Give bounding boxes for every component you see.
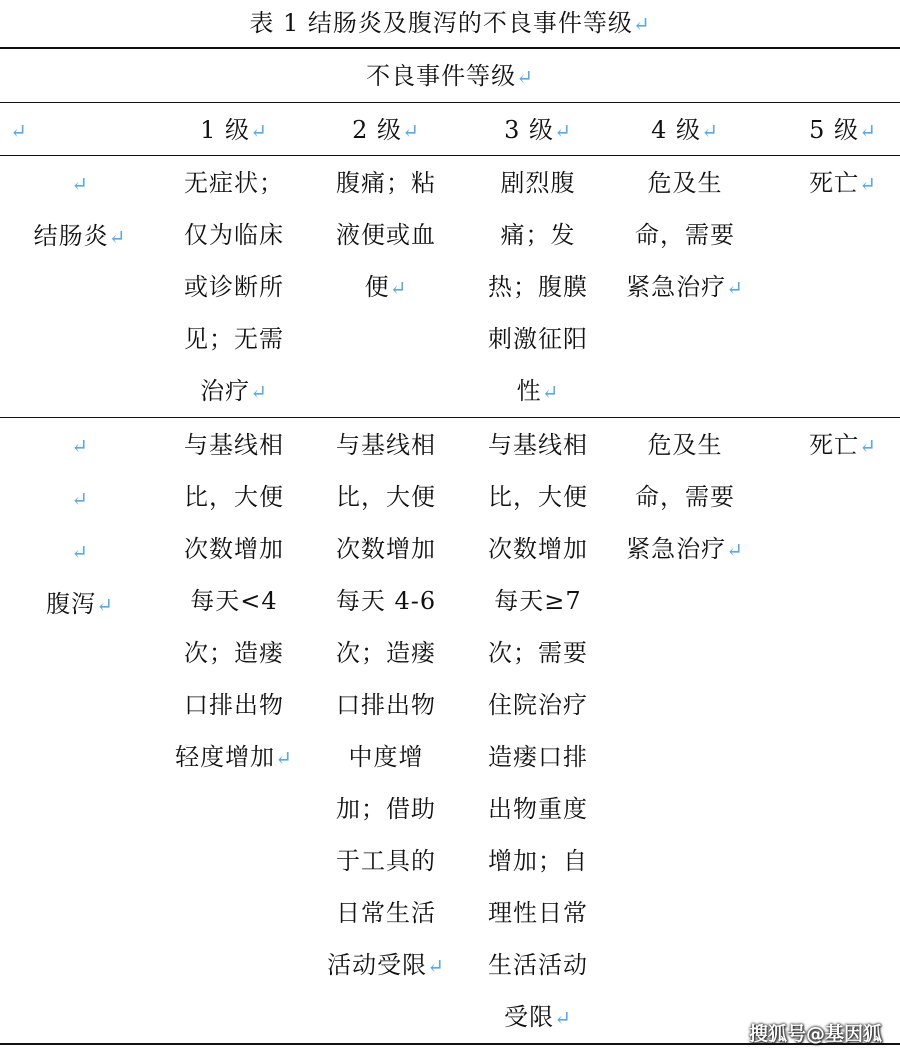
cell-line [0, 157, 160, 210]
cell-line: 与基线相 [184, 431, 284, 459]
paragraph-mark-icon: ↵ [402, 119, 420, 143]
header-rule [0, 155, 900, 156]
top-rule [0, 47, 900, 49]
paragraph-mark-icon: ↵ [726, 276, 744, 300]
cell-line: 日常生活 [336, 899, 436, 927]
column-header-grade-3 [472, 104, 604, 157]
paragraph-mark-icon: ↵ [71, 540, 89, 564]
cell-line: 次；需要 [488, 639, 588, 667]
cell-line: 与基线相 [336, 431, 436, 459]
cell-line [0, 419, 160, 472]
paragraph-mark-icon: ↵ [859, 172, 877, 196]
table-title [0, 6, 900, 41]
paragraph-mark-icon: ↵ [632, 12, 651, 36]
cell-line: 住院治疗 [488, 691, 588, 719]
cell-line: 口排出物 [184, 691, 284, 719]
cell-line: 活动受限↵ [327, 951, 445, 979]
span-header [0, 59, 900, 94]
cell-line: 增加；自 [488, 847, 588, 875]
cell-line: 比，大便 [488, 483, 588, 511]
paragraph-mark-icon: ↵ [389, 276, 408, 300]
grade-4-cell [608, 157, 762, 314]
paragraph-mark-icon: ↵ [554, 1006, 572, 1030]
cell-line: 死亡↵ [809, 169, 877, 197]
paragraph-mark-icon: ↵ [250, 119, 268, 143]
paragraph-mark-icon: ↵ [10, 119, 28, 143]
watermark: 搜狐号@基因狐 [748, 1023, 882, 1045]
cell-line: 口排出物 [336, 691, 436, 719]
cell-line: 仅为临床 [184, 221, 284, 249]
cell-line: 理性日常 [488, 899, 588, 927]
column-header-3: 3 级 [504, 116, 555, 144]
paragraph-mark-icon: ↵ [427, 954, 445, 978]
grade-2-cell [320, 157, 452, 314]
cell-line: 见；无需 [184, 325, 284, 353]
table-row-diarrhea [0, 419, 900, 1043]
cell-line: 刺激征阳 [488, 325, 588, 353]
cell-line: 危及生 [647, 431, 723, 459]
row-rule [0, 417, 900, 418]
paragraph-mark-icon: ↵ [554, 119, 572, 143]
cell-line: 受限↵ [504, 1003, 572, 1031]
cell-line: 命，需要 [635, 483, 735, 511]
paragraph-mark-icon: ↵ [71, 172, 89, 196]
cell-line: 痛；发 [500, 221, 576, 249]
cell-line: 剧烈腹 [500, 169, 576, 197]
cell-line: 次；造瘘 [336, 639, 436, 667]
paragraph-mark-icon: ↵ [250, 380, 268, 404]
cell-line: 腹泻↵ [46, 590, 114, 618]
grade-1-cell [168, 157, 300, 418]
paragraph-mark-icon: ↵ [859, 119, 877, 143]
cell-line: 治疗↵ [200, 377, 268, 405]
paragraph-mark-icon: ↵ [96, 593, 114, 617]
paragraph-mark-icon: ↵ [108, 225, 127, 249]
column-header-1: 1 级 [200, 116, 251, 144]
cell-line: 出物重度 [488, 795, 588, 823]
cell-line: 每天≥7 [494, 587, 582, 615]
cell-line: 每天<4 [190, 587, 278, 615]
cell-line: 命，需要 [635, 221, 735, 249]
cell-line: 腹痛；粘 [336, 169, 436, 197]
table-row-colitis [0, 157, 900, 417]
cell-line: 紧急治疗↵ [626, 273, 744, 301]
paragraph-mark-icon: ↵ [726, 538, 744, 562]
cell-line: 生活活动 [488, 951, 588, 979]
paragraph-mark-icon: ↵ [71, 434, 89, 458]
column-header-grade-5 [786, 104, 900, 157]
row-label-cell [0, 157, 160, 263]
column-header-4: 4 级 [651, 116, 702, 144]
cell-line: 结肠炎↵ [33, 222, 127, 250]
cell-line [0, 472, 160, 525]
column-header-row [0, 104, 900, 156]
cell-line: 紧急治疗↵ [626, 535, 744, 563]
paragraph-mark-icon: ↵ [701, 119, 719, 143]
cell-line: 或诊断所 [184, 273, 284, 301]
cell-line: 与基线相 [488, 431, 588, 459]
column-header-5: 5 级 [809, 116, 860, 144]
cell-line: 便↵ [364, 273, 408, 301]
column-header-grade-2 [320, 104, 452, 157]
cell-line: 热；腹膜 [488, 273, 588, 301]
cell-line: 每天 4-6 [335, 587, 437, 615]
cell-line: 死亡↵ [809, 431, 877, 459]
paragraph-mark-icon: ↵ [275, 746, 293, 770]
column-header-2: 2 级 [352, 116, 403, 144]
cell-line: 比，大便 [336, 483, 436, 511]
grade-1-cell [168, 419, 300, 784]
cell-line [0, 525, 160, 578]
cell-line: 中度增 [348, 743, 424, 771]
cell-line: 性↵ [516, 377, 560, 405]
table-title-text: 表 1 结肠炎及腹泻的不良事件等级 [249, 9, 633, 37]
column-header-grade-4 [608, 104, 762, 157]
grade-3-cell [472, 157, 604, 418]
paragraph-mark-icon: ↵ [859, 434, 877, 458]
row-label-cell [0, 419, 160, 631]
span-rule [0, 102, 900, 103]
cell-line: 液便或血 [336, 221, 436, 249]
span-header-text: 不良事件等级 [366, 62, 517, 90]
grade-4-cell [608, 419, 762, 576]
cell-line: 轻度增加↵ [175, 743, 293, 771]
column-header-grade-1 [168, 104, 300, 157]
paragraph-mark-icon: ↵ [71, 487, 89, 511]
grade-2-cell [320, 419, 452, 992]
cell-line: 比，大便 [184, 483, 284, 511]
column-header-empty [10, 104, 28, 157]
cell-line: 于工具的 [336, 847, 436, 875]
grade-3-cell [472, 419, 604, 1044]
cell-line: 次数增加 [488, 535, 588, 563]
cell-line: 造瘘口排 [488, 743, 588, 771]
paragraph-mark-icon: ↵ [516, 65, 534, 89]
cell-line: 次数增加 [336, 535, 436, 563]
cell-line: 危及生 [647, 169, 723, 197]
cell-line: 次；造瘘 [184, 639, 284, 667]
grade-5-cell [786, 419, 900, 472]
grade-5-cell [786, 157, 900, 210]
cell-line: 次数增加 [184, 535, 284, 563]
cell-line: 加；借助 [336, 795, 436, 823]
paragraph-mark-icon: ↵ [541, 380, 560, 404]
cell-line: 无症状； [184, 169, 284, 197]
